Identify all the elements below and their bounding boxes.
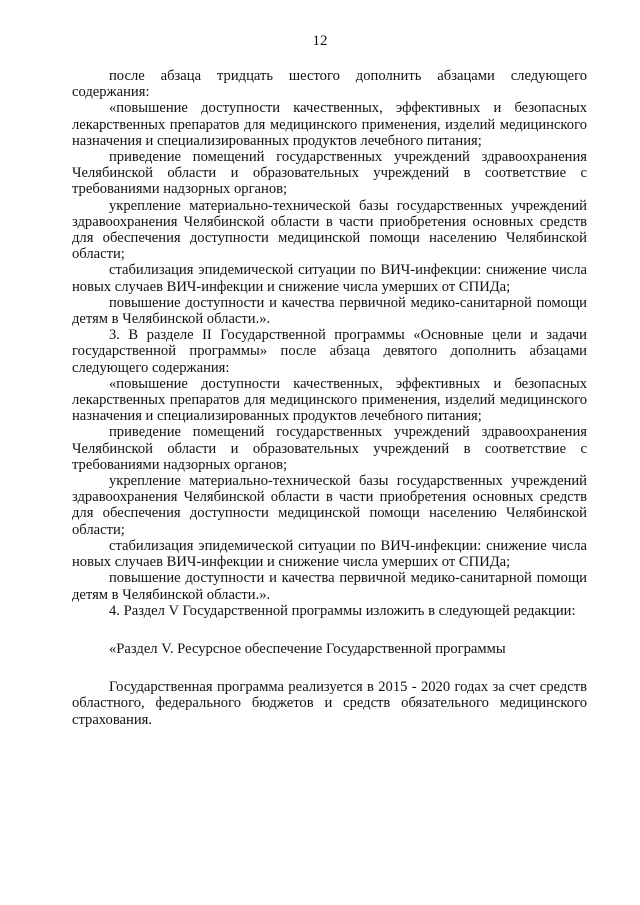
paragraph-clause-4: 4. Раздел V Государственной программы изложить в следующей редакции: [109,602,576,619]
document-body [72,68,587,728]
page-number: 12 [312,33,328,49]
paragraph-closing: Государственная программа реализуется в 2015 - 2020 годах за счет средств областного, федерального бюджетов и средств обязательного медицинского страхования. [72,679,587,728]
paragraph-item-9: стабилизация эпидемической ситуации по ВИЧ-инфекции: снижение числа новых случаев ВИЧ-инфекции и снижение числа умерших от СПИДа; [72,537,587,571]
paragraph-item-1: «повышение доступности качественных, эффективных и безопасных лекарственных препаратов для медицинского применения, изделий медицинского назначения и специализированных продуктов лечебного питания; [72,100,587,149]
paragraph-item-8: укрепление материально-технической базы государственных учреждений здравоохранения Челябинской области в части приобретения основных средств для обеспечения доступности медицинской помощи населению Челябинской области; [72,473,587,538]
paragraph-intro: после абзаца тридцать шестого дополнить абзацами следующего содержания: [72,68,587,101]
paragraph-item-4: стабилизация эпидемической ситуации по ВИЧ-инфекции: снижение числа новых случаев ВИЧ-инфекции и снижение числа умерших от СПИДа; [72,262,587,295]
paragraph-item-6: «повышение доступности качественных, эффективных и безопасных лекарственных препаратов для медицинского применения, изделий медицинского назначения и специализированных продуктов лечебного питания; [72,375,587,425]
paragraph-clause-3: 3. В разделе II Государственной программы «Основные цели и задачи государственной программы» после абзаца девятого дополнить абзацами следующего содержания: [72,327,587,376]
paragraph-item-3: укрепление материально-технической базы государственных учреждений здравоохранения Челябинской области в части приобретения основных средств для обеспечения доступности медицинской помощи населению Челябинской области; [72,197,587,263]
paragraph-item-10: повышение доступности и качества первичной медико-санитарной помощи детям в Челябинской области.». [72,570,587,603]
section-heading: «Раздел V. Ресурсное обеспечение Государственной программы [109,640,506,657]
paragraph-item-7: приведение помещений государственных учреждений здравоохранения Челябинской области и образовательных учреждений в соответствие с требованиями надзорных органов; [72,424,587,473]
paragraph-item-2: приведение помещений государственных учреждений здравоохранения Челябинской области и образовательных учреждений в соответствие с требованиями надзорных органов; [72,149,587,198]
paragraph-item-5: повышение доступности и качества первичной медико-санитарной помощи детям в Челябинской области.». [72,294,587,328]
